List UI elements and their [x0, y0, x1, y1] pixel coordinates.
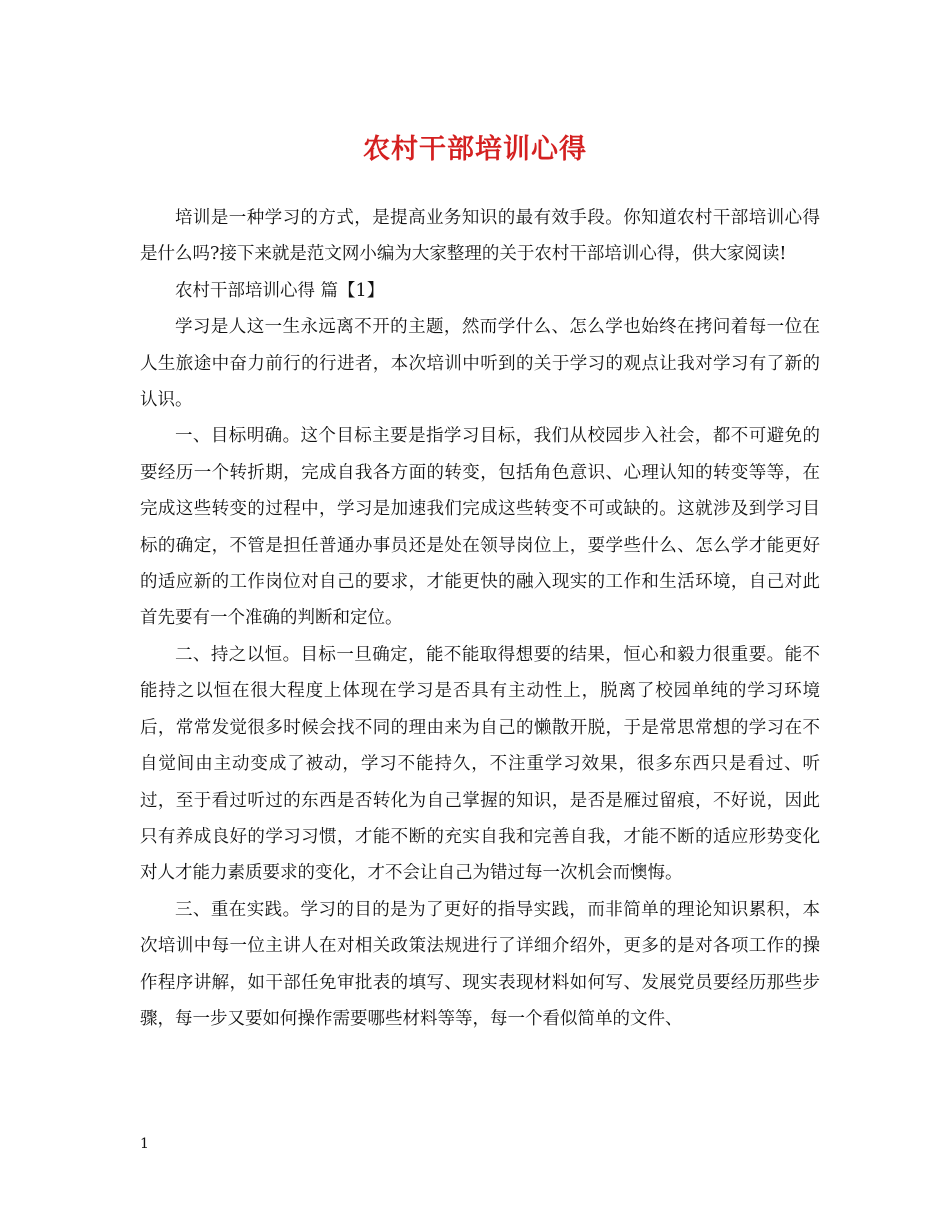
body-paragraph: 一、目标明确。这个目标主要是指学习目标，我们从校园步入社会，都不可避免的要经历一个转折期，完成自我各方面的转变，包括角色意识、心理认知的转变等等，在完成这些转变的过程中，学习是加速我们完成这些转变不可或缺的。这就涉及到学习目标的确定，不管是担任普通办事员还是处在领导岗位上，要学些什么、怎么学才能更好的适应新的工作岗位对自己的要求，才能更快的融入现实的工作和生活环境，自己对此首先要有一个准确的判断和定位。: [140, 426, 820, 629]
section-heading: 农村干部培训心得 篇【1】: [175, 280, 385, 301]
body-paragraph: 三、重在实践。学习的目的是为了更好的指导实践，而非简单的理论知识累积，本次培训中每一位主讲人在对相关政策法规进行了详细介绍外，更多的是对各项工作的操作程序讲解，如干部任免审批表的填写、现实表现材料如何写、发展党员要经历那些步骤，每一步又要如何操作需要哪些材料等等，每一个看似简单的文件、: [140, 899, 820, 1029]
body-paragraph: 二、持之以恒。目标一旦确定，能不能取得想要的结果，恒心和毅力很重要。能不能持之以恒在很大程度上体现在学习是否具有主动性上，脱离了校园单纯的学习环境后，常常发觉很多时候会找不同的理由来为自己的懒散开脱，于是常思常想的学习在不自觉间由主动变成了被动，学习不能持久，不注重学习效果，很多东西只是看过、听过，至于看过听过的东西是否转化为自己掌握的知识，是否是雁过留痕，不好说，因此只有养成良好的学习习惯，才能不断的充实自我和完善自我，才能不断的适应形势变化对人才能力素质要求的变化，才不会让自己为错过每一次机会而懊悔。: [140, 644, 820, 884]
page-number: 1: [140, 1136, 149, 1152]
intro-paragraph: 培训是一种学习的方式，是提高业务知识的最有效手段。你知道农村干部培训心得是什么吗?接下来就是范文网小编为大家整理的关于农村干部培训心得，供大家阅读!: [140, 208, 820, 265]
document-body: [140, 200, 820, 1037]
document-title: 农村干部培训心得: [363, 134, 587, 165]
body-paragraph: 学习是人这一生永远离不开的主题，然而学什么、怎么学也始终在拷问着每一位在人生旅途中奋力前行的行进者，本次培训中听到的关于学习的观点让我对学习有了新的认识。: [140, 317, 820, 411]
